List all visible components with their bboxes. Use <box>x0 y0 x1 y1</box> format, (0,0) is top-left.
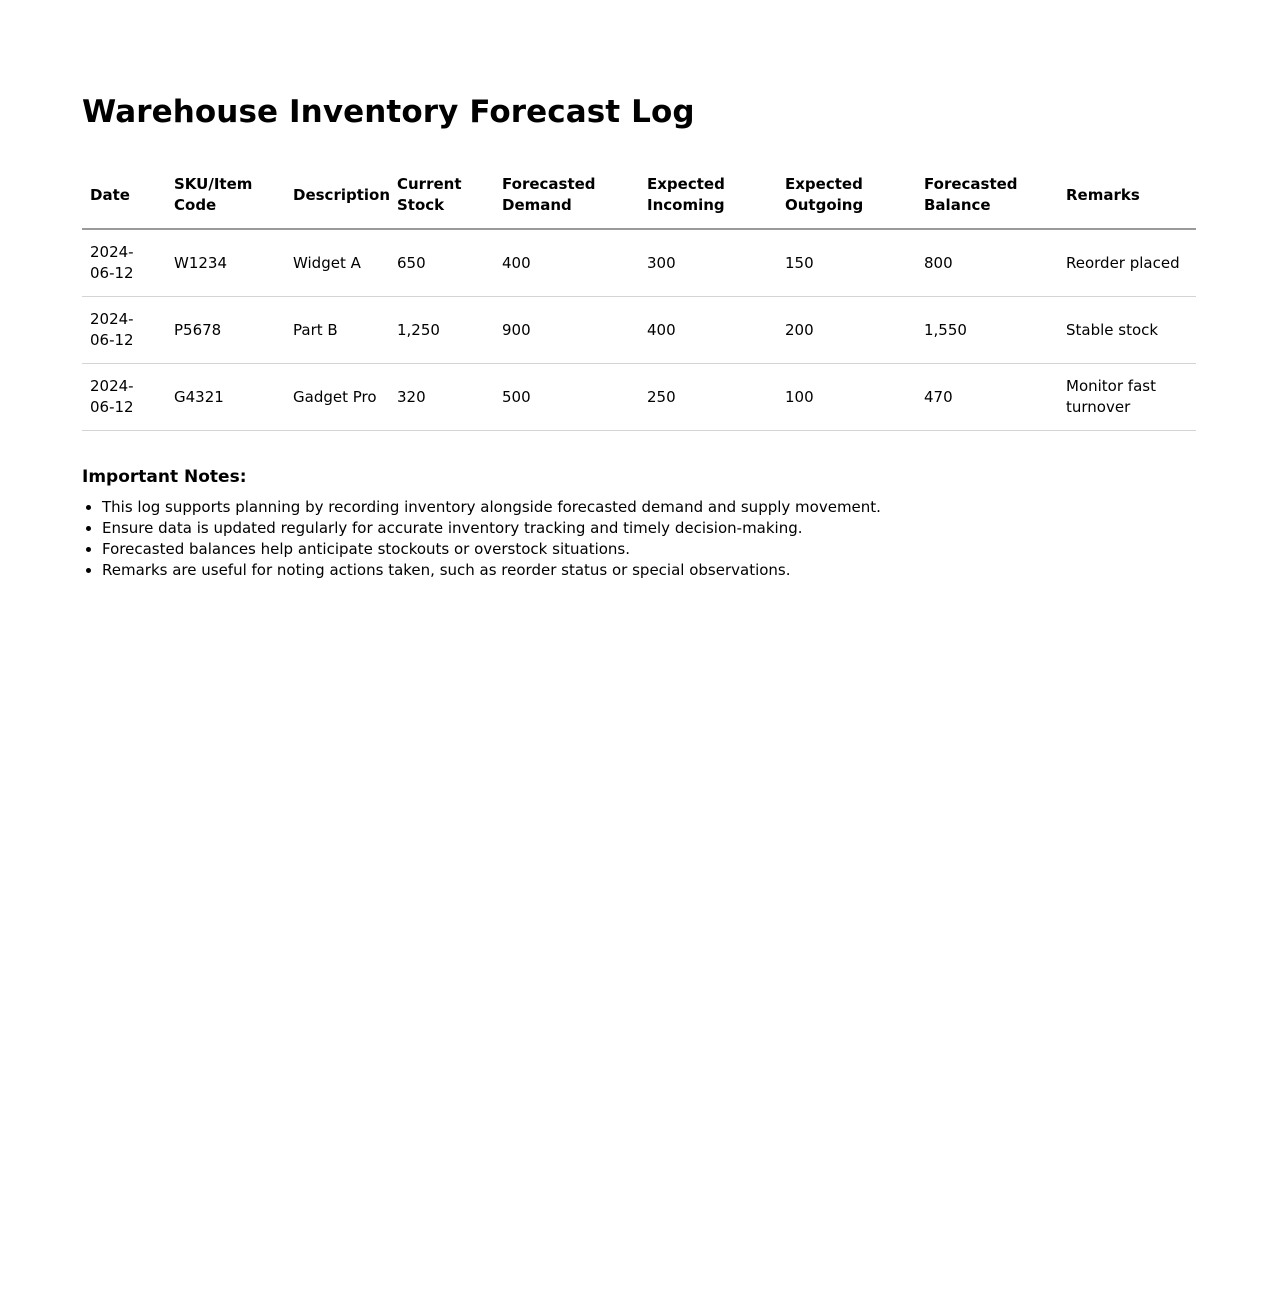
header-current-stock: Current Stock <box>389 162 494 229</box>
list-item: • This log supports planning by recording inventory alongside forecasted demand and supply movement. <box>102 497 1196 518</box>
cell-forecasted-demand: 400 <box>494 229 639 297</box>
cell-sku: P5678 <box>166 297 285 364</box>
cell-remarks: Stable stock <box>1058 297 1196 364</box>
cell-expected-incoming: 250 <box>639 364 777 431</box>
cell-forecasted-balance: 1,550 <box>916 297 1058 364</box>
cell-date: 2024-06-12 <box>82 229 166 297</box>
table-header-row <box>82 162 1196 229</box>
cell-forecasted-balance: 800 <box>916 229 1058 297</box>
cell-forecasted-balance: 470 <box>916 364 1058 431</box>
cell-sku: W1234 <box>166 229 285 297</box>
cell-forecasted-demand: 900 <box>494 297 639 364</box>
notes-heading: Important Notes: <box>82 467 247 487</box>
header-forecasted-balance: Forecasted Balance <box>916 162 1058 229</box>
cell-expected-incoming: 300 <box>639 229 777 297</box>
page-title: Warehouse Inventory Forecast Log <box>82 94 695 130</box>
table-row <box>82 229 1196 297</box>
list-item: • Forecasted balances help anticipate stockouts or overstock situations. <box>102 539 1196 560</box>
inventory-forecast-table <box>82 162 1196 431</box>
table-row <box>82 297 1196 364</box>
cell-forecasted-demand: 500 <box>494 364 639 431</box>
cell-description: Gadget Pro <box>285 364 389 431</box>
cell-current-stock: 320 <box>389 364 494 431</box>
list-item: • Ensure data is updated regularly for accurate inventory tracking and timely decision-making. <box>102 518 1196 539</box>
header-sku: SKU/Item Code <box>166 162 285 229</box>
header-description: Description <box>285 162 389 229</box>
cell-description: Part B <box>285 297 389 364</box>
list-item: • Remarks are useful for noting actions taken, such as reorder status or special observations. <box>102 560 1196 581</box>
header-date: Date <box>82 162 166 229</box>
notes-list <box>82 497 1196 581</box>
cell-expected-outgoing: 100 <box>777 364 916 431</box>
cell-current-stock: 1,250 <box>389 297 494 364</box>
header-expected-outgoing: Expected Outgoing <box>777 162 916 229</box>
cell-sku: G4321 <box>166 364 285 431</box>
header-forecasted-demand: Forecasted Demand <box>494 162 639 229</box>
cell-expected-outgoing: 150 <box>777 229 916 297</box>
cell-current-stock: 650 <box>389 229 494 297</box>
cell-expected-incoming: 400 <box>639 297 777 364</box>
document-page <box>82 88 1196 581</box>
cell-remarks: Monitor fast turnover <box>1058 364 1196 431</box>
header-expected-incoming: Expected Incoming <box>639 162 777 229</box>
table-row <box>82 364 1196 431</box>
cell-date: 2024-06-12 <box>82 364 166 431</box>
header-remarks: Remarks <box>1058 162 1196 229</box>
cell-expected-outgoing: 200 <box>777 297 916 364</box>
cell-remarks: Reorder placed <box>1058 229 1196 297</box>
cell-date: 2024-06-12 <box>82 297 166 364</box>
cell-description: Widget A <box>285 229 389 297</box>
